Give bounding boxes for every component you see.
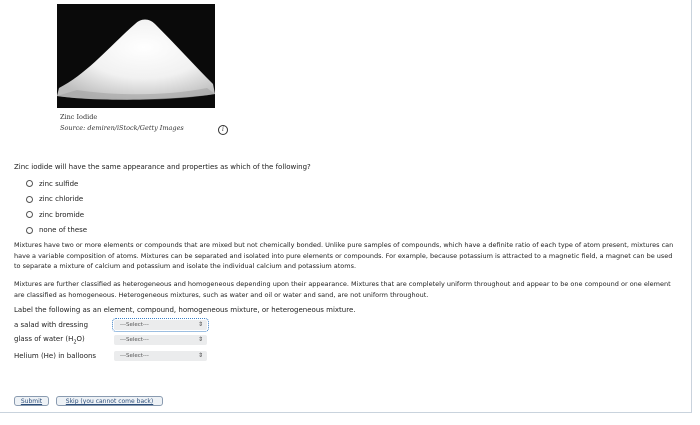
option-label: zinc sulfide	[39, 179, 79, 188]
question-prompt: Zinc iodide will have the same appearance and properties as which of the following?	[14, 163, 311, 171]
radio-button[interactable]	[26, 211, 33, 218]
label-row-salad	[14, 319, 207, 331]
radio-button[interactable]	[26, 196, 33, 203]
select-arrows-icon: ⇕	[197, 336, 203, 343]
select-arrows-icon: ⇕	[197, 321, 203, 328]
option-zinc-sulfide[interactable]	[26, 176, 87, 192]
option-label: none of these	[39, 226, 88, 235]
skip-button[interactable]: Skip (you cannot come back)	[56, 396, 163, 406]
radio-button[interactable]	[26, 227, 33, 234]
classification-select[interactable]: ---Select--- ⇕	[114, 320, 207, 330]
select-arrows-icon: ⇕	[197, 352, 203, 359]
row-label: Helium (He) in balloons	[14, 352, 97, 360]
photo-caption-title: Zinc Iodide	[60, 113, 98, 121]
photo-caption-source: Source: demiren/iStock/Getty Images	[60, 124, 184, 132]
labeling-instruction: Label the following as an element, compound, homogeneous mixture, or heterogeneous mixture.	[14, 306, 356, 314]
answer-options	[26, 176, 87, 238]
classification-paragraph: Mixtures are further classified as heterogeneous and homogeneous depending upon their appearance. Mixtures that are completely uniform throughout and appear to be one compound or one element are classified as homogeneous. Heterogeneous mixtures, such as water and oil or water and sand, are not uniform throughout.	[14, 280, 671, 299]
option-label: zinc bromide	[39, 210, 85, 219]
radio-button[interactable]	[26, 180, 33, 187]
row-label: glass of water $(H_2O)$	[14, 334, 85, 346]
option-label: zinc chloride	[39, 195, 84, 204]
zinc-iodide-photo	[57, 4, 215, 108]
option-none-of-these[interactable]	[26, 223, 87, 239]
label-row-water	[14, 334, 207, 346]
submit-button[interactable]: Submit	[14, 396, 49, 406]
classification-select[interactable]: ---Select--- ⇕	[114, 335, 207, 345]
option-zinc-chloride[interactable]	[26, 192, 87, 208]
label-row-helium	[14, 350, 207, 362]
option-zinc-bromide[interactable]	[26, 207, 87, 223]
row-label: a salad with dressing	[14, 321, 89, 329]
mixtures-paragraph: Mixtures have two or more elements or compounds that are mixed but not chemically bonded. Unlike pure samples of compounds, which have a definite ratio of each type of atom present, mixtures can have a variable composition of atoms. Mixtures can be separated and isolated into pure elements or compounds. For example, because potassium is attracted to a magnetic field, a magnet can be used to separate a mixture of calcium and potassium and isolate the individual calcium and potassium atoms.	[14, 241, 674, 270]
classification-select[interactable]: ---Select--- ⇕	[114, 351, 207, 361]
info-icon[interactable]: i	[218, 125, 228, 135]
